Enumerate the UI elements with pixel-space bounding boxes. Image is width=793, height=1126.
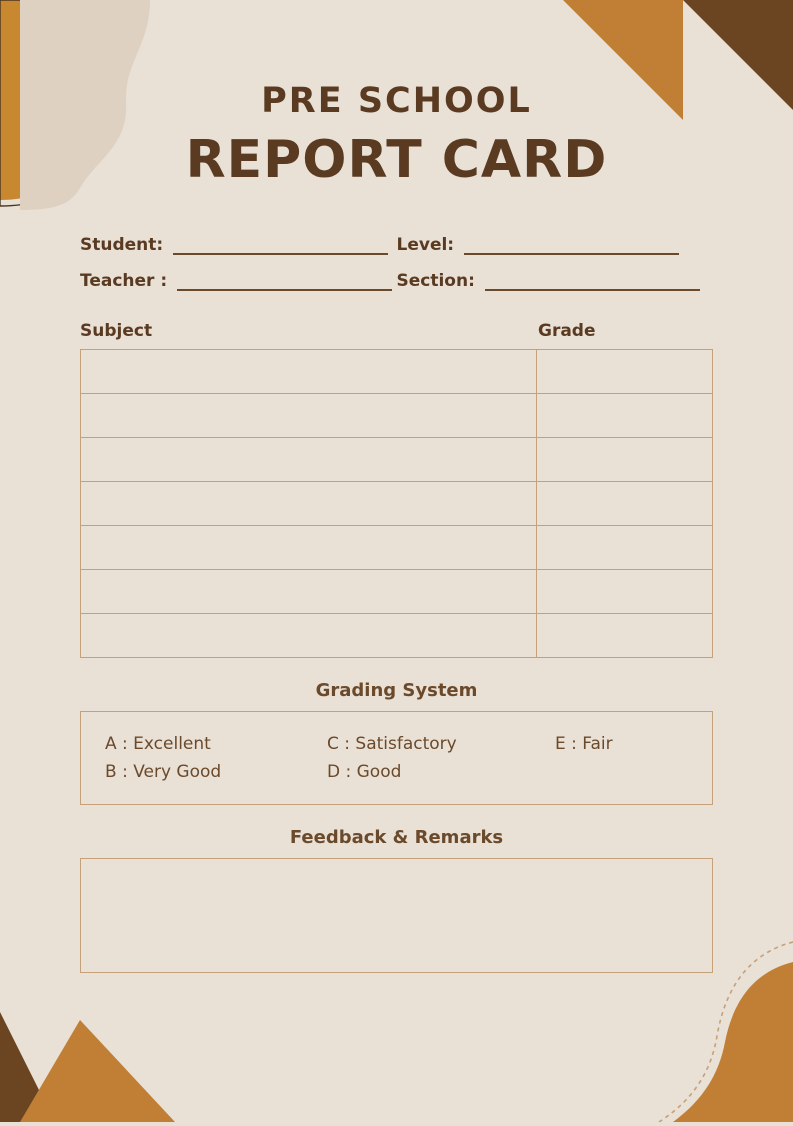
field-input-teacher[interactable] (177, 271, 392, 291)
table-row[interactable] (81, 482, 713, 526)
grading-entry-b: B : Very Good (105, 762, 222, 783)
field-section[interactable] (397, 271, 714, 291)
page-title-main: REPORT CARD (185, 129, 608, 190)
cell-grade[interactable] (536, 570, 712, 614)
decoration-bottom-left (0, 992, 175, 1122)
cell-subject[interactable] (81, 570, 537, 614)
table-row[interactable] (81, 350, 713, 394)
grading-entry-c: C : Satisfactory (327, 734, 457, 755)
cell-grade[interactable] (536, 394, 712, 438)
cell-grade[interactable] (536, 482, 712, 526)
grading-entry-empty (555, 762, 688, 782)
title-block (80, 0, 713, 190)
cell-subject[interactable] (81, 482, 537, 526)
grading-entry-a: A : Excellent (105, 734, 211, 755)
column-header-grade: Grade (538, 321, 596, 342)
field-label-section: Section: (396, 271, 475, 292)
field-input-level[interactable] (464, 235, 679, 255)
student-info-section (80, 235, 713, 291)
cell-grade[interactable] (536, 438, 712, 482)
grading-system-title: Grading System (315, 680, 478, 702)
field-label-student: Student: (80, 235, 164, 256)
field-level[interactable] (397, 235, 714, 255)
grading-entry-e: E : Fair (555, 734, 613, 755)
cell-subject[interactable] (81, 350, 537, 394)
column-header-subject: Subject (80, 321, 153, 342)
page-title-small: PRE SCHOOL (261, 81, 532, 121)
table-row[interactable] (81, 438, 713, 482)
field-label-level: Level: (396, 235, 455, 256)
table-row[interactable] (81, 570, 713, 614)
cell-grade[interactable] (536, 526, 712, 570)
field-student[interactable] (80, 235, 397, 255)
cell-grade[interactable] (536, 350, 712, 394)
grades-table (80, 349, 713, 658)
cell-subject[interactable] (81, 614, 537, 658)
table-row[interactable] (81, 614, 713, 658)
grades-table-header (80, 321, 713, 341)
field-teacher[interactable] (80, 271, 397, 291)
grading-entry-d: D : Good (327, 762, 402, 783)
field-input-student[interactable] (173, 235, 388, 255)
field-input-section[interactable] (485, 271, 700, 291)
feedback-input[interactable] (80, 858, 713, 973)
table-row[interactable] (81, 394, 713, 438)
grading-system-entries (105, 734, 688, 782)
feedback-title: Feedback & Remarks (289, 827, 504, 849)
cell-subject[interactable] (81, 526, 537, 570)
cell-subject[interactable] (81, 394, 537, 438)
cell-subject[interactable] (81, 438, 537, 482)
grading-system-box (80, 711, 713, 805)
cell-grade[interactable] (536, 614, 712, 658)
field-label-teacher: Teacher : (80, 271, 168, 292)
table-row[interactable] (81, 526, 713, 570)
